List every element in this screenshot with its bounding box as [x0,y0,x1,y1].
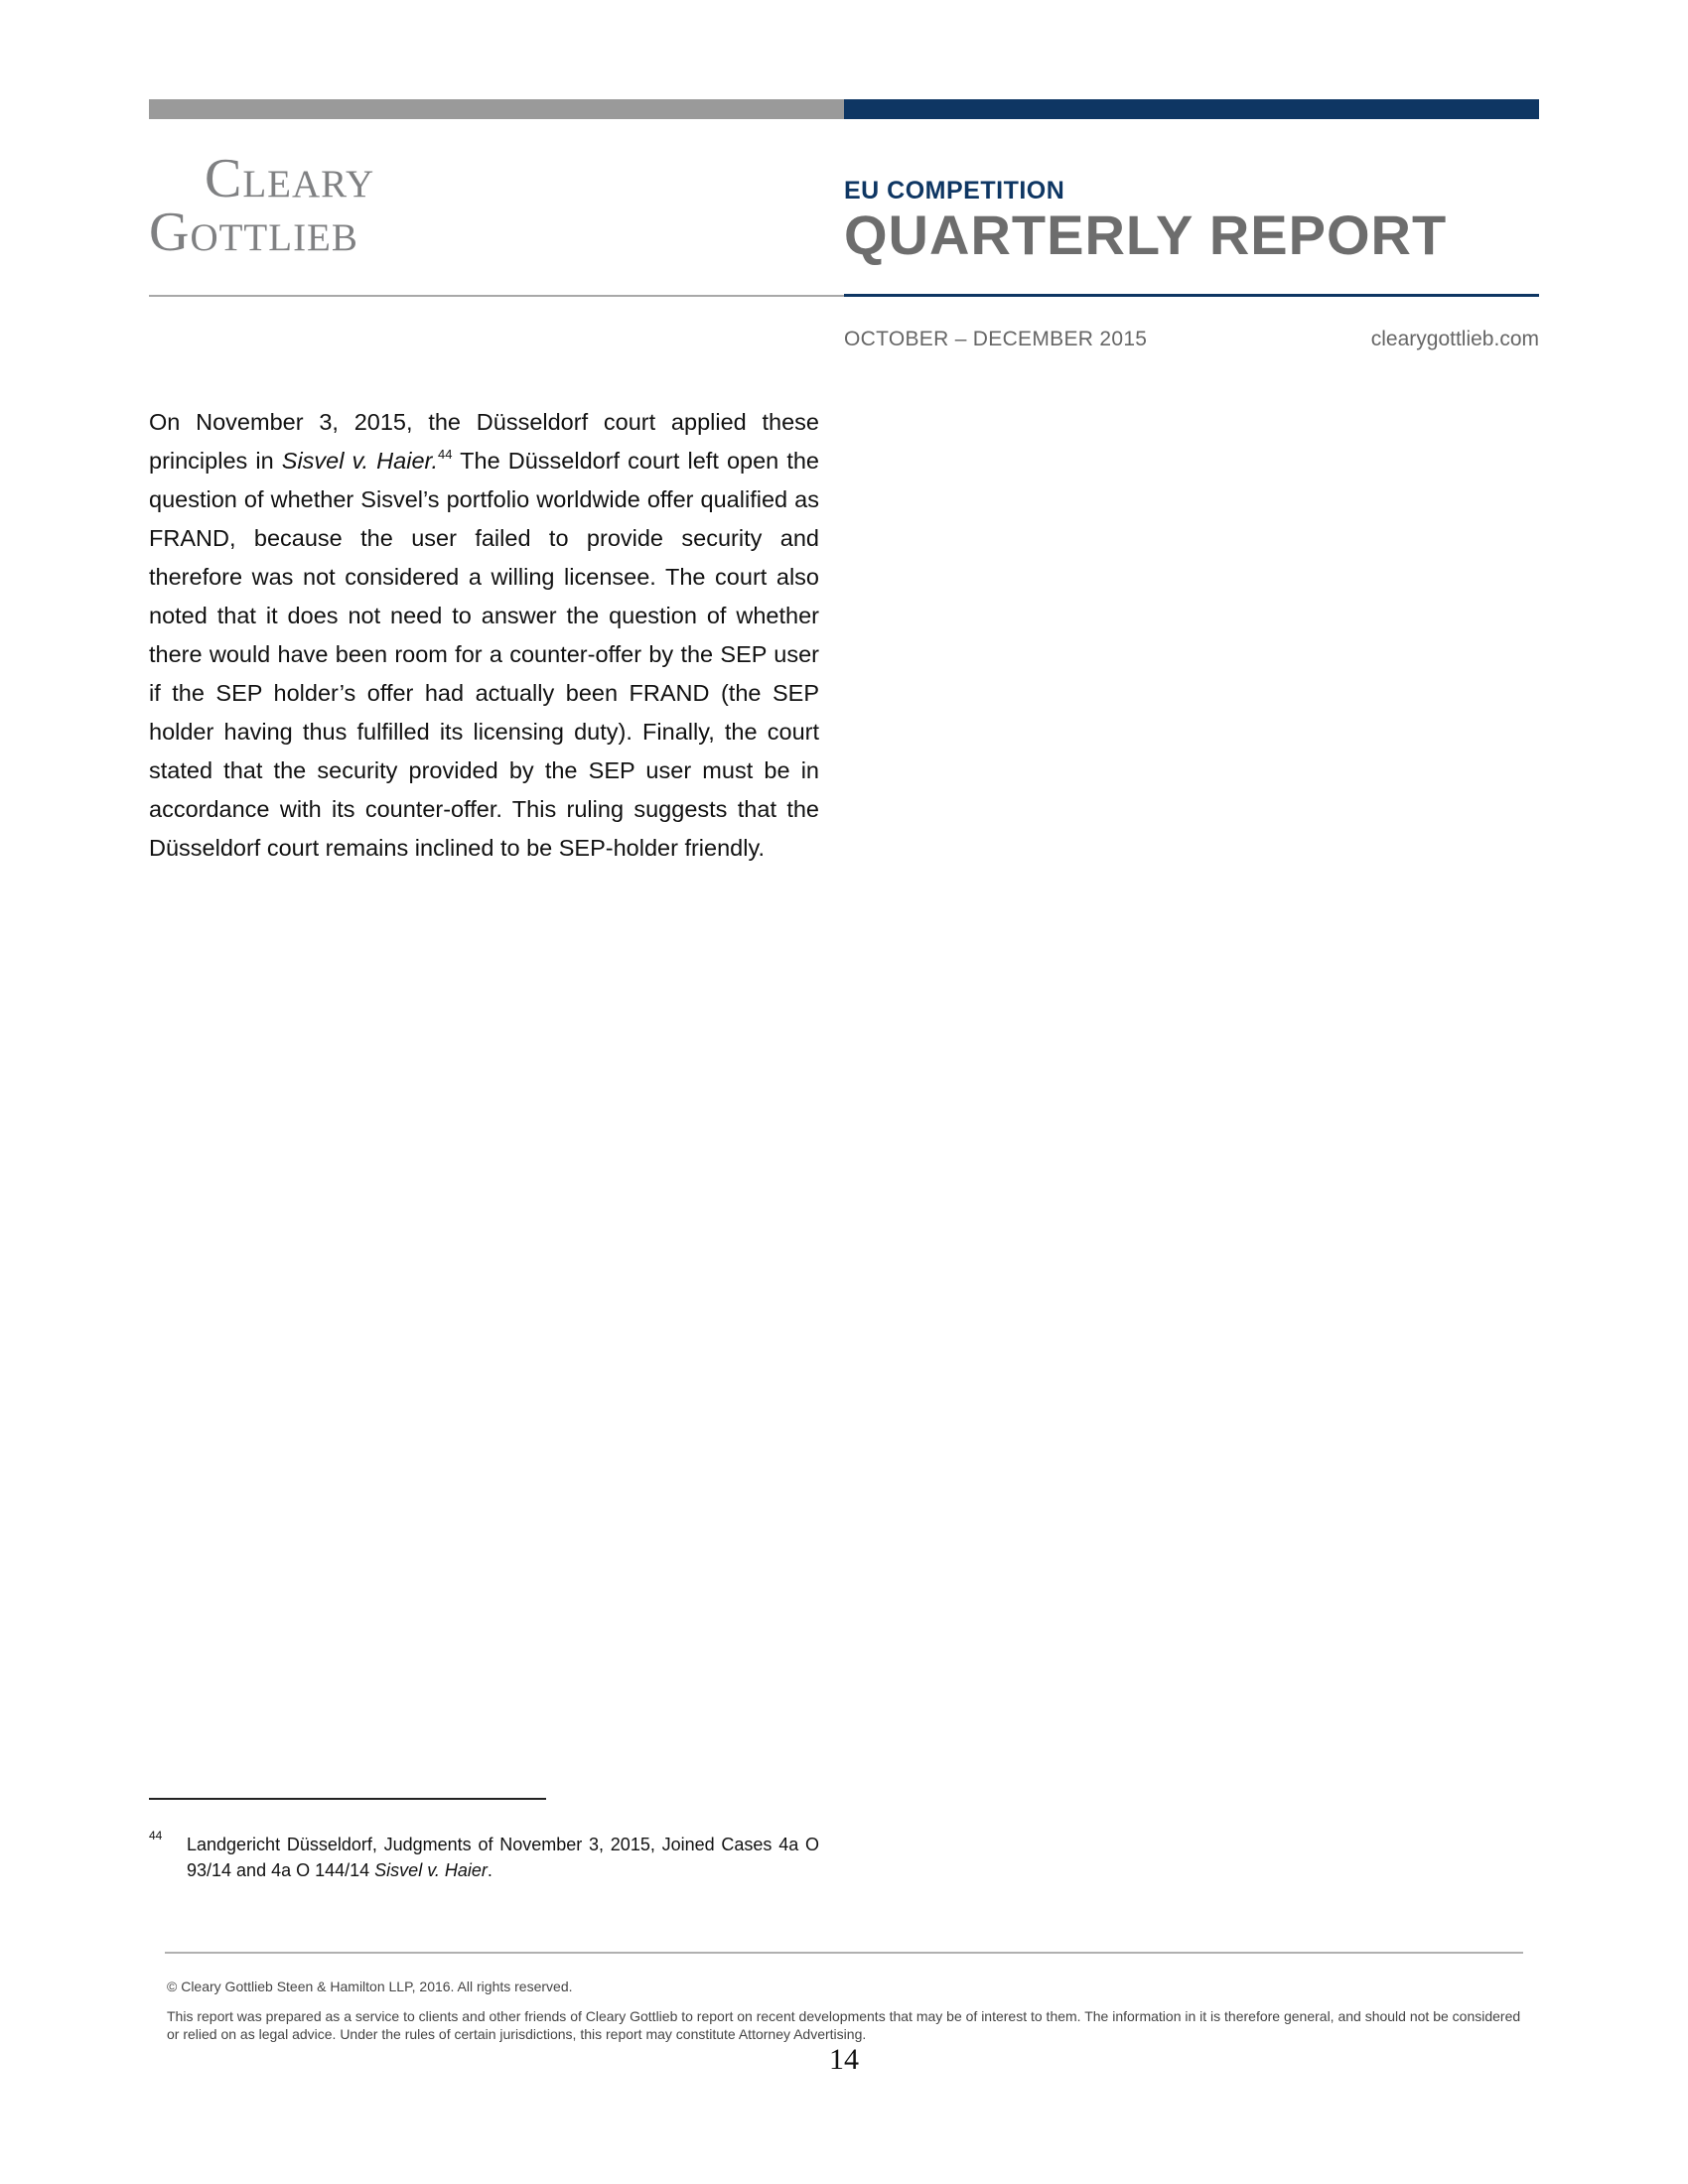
report-kicker: EU COMPETITION [844,177,1065,205]
case-name-period: . [431,448,438,474]
footer-disclaimer: This report was prepared as a service to clients and other friends of Cleary Gottlieb to report on recent developments that may be of interest to them. The information in it is therefore general, and should not be considered or relied on as legal advice. Under the rules of certain jurisdictions, this report may constitute Attorney Advertising. [167,2008,1521,2042]
header-bar-gray [149,99,844,119]
header-bar-navy [844,99,1539,119]
header-rule-gray [149,295,844,297]
footnote-case-name: Sisvel v. Haier [374,1860,488,1880]
report-period: OCTOBER – DECEMBER 2015 [844,328,1148,350]
page-number: 14 [829,2043,859,2076]
report-title: QUARTERLY REPORT [844,204,1448,266]
footnote-reference[interactable]: 44 [438,447,453,462]
cleary-gottlieb-logo [149,148,407,263]
logo-line-2: Gottlieb [149,202,358,263]
footnote-text [187,1832,819,1883]
footnote-citation: Landgericht Düsseldorf, Judgments of November 3, 2015, Joined Cases 4a O 93/14 and 4a O 144/14 [187,1835,819,1880]
case-name: Sisvel v. Haier [281,448,432,474]
paragraph-text-start: On November 3, 2015, the Düsseldorf court applied these principles in [149,409,819,474]
logo-line-1: Cleary [205,148,375,209]
paragraph-text-rest: The Düsseldorf court left open the question of whether Sisvel’s portfolio worldwide offer qualified as FRAND, because the user failed to provide security and therefore was not considered a willing licensee. The court also noted that it does not need to answer the question of whether there would have been room for a counter-offer by the SEP user if the SEP holder’s offer had actually been FRAND (the SEP holder having thus fulfilled its licensing duty). Finally, the court stated that the security provided by the SEP user must be in accordance with its counter-offer. This ruling suggests that the Düsseldorf court remains inclined to be SEP-holder friendly. [149,448,819,861]
footnote-number: 44 [149,1829,163,1843]
footnote-separator [149,1798,546,1800]
footer-separator [165,1952,1523,1954]
footnote-period: . [487,1860,492,1880]
website-link[interactable]: clearygottlieb.com [1370,328,1539,350]
body-paragraph [149,403,819,868]
footer-copyright: © Cleary Gottlieb Steen & Hamilton LLP, 2016. All rights reserved. [167,1979,573,1994]
header-rule-navy [844,294,1539,297]
